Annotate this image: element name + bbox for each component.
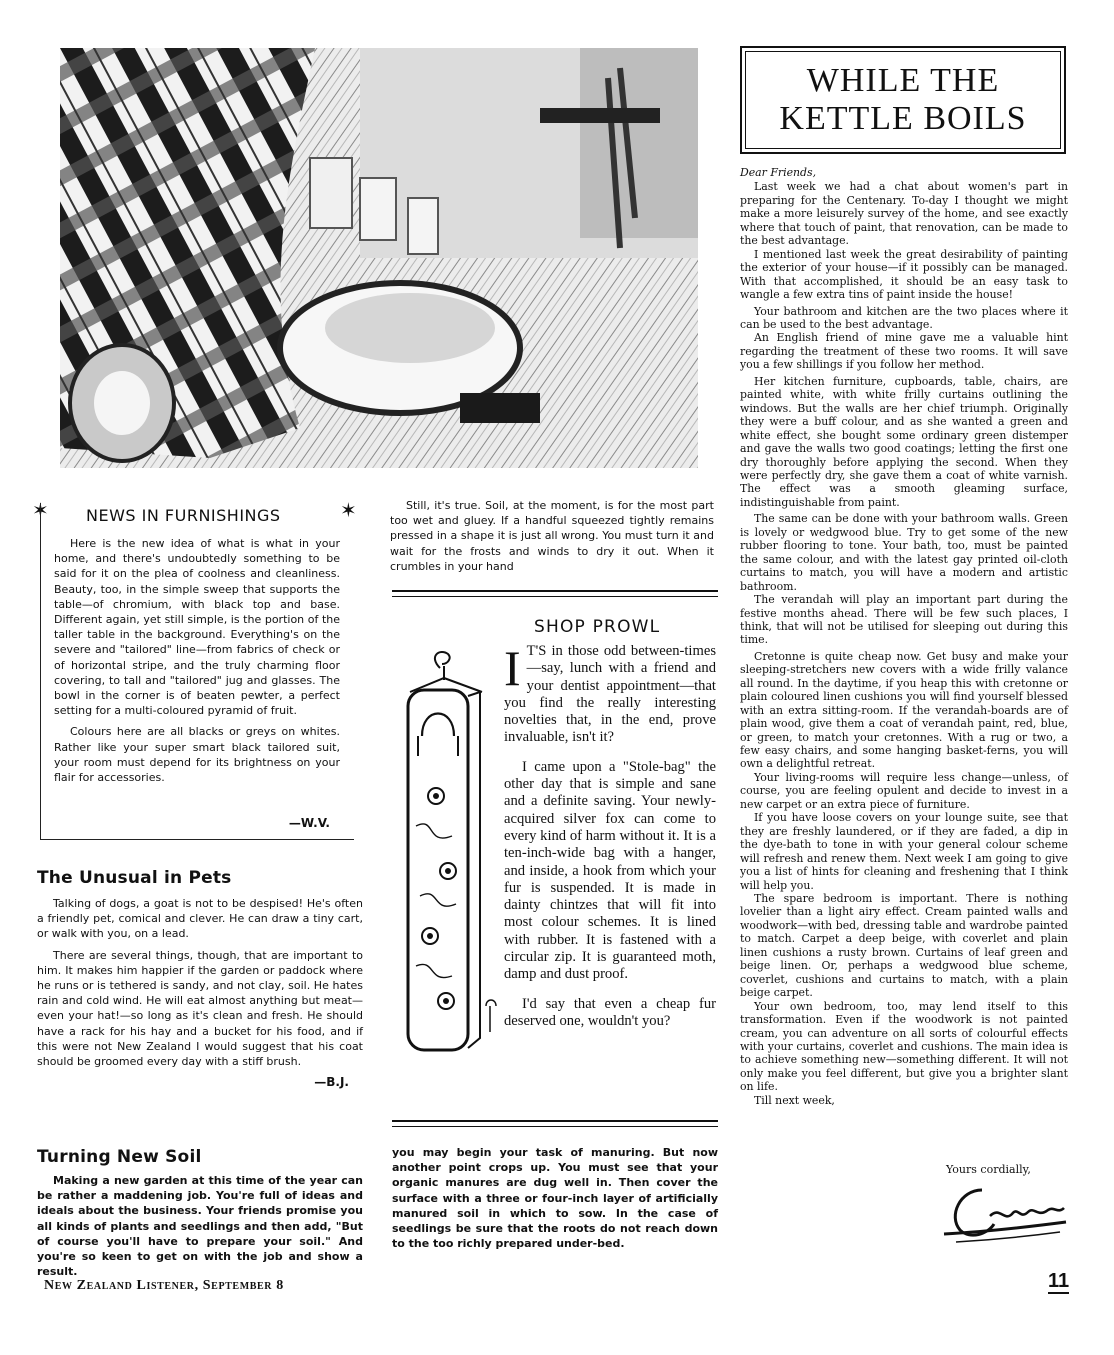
shop-first-text: T'S in those odd between-times—say, lunch with a friend and your dentist appointment—that you find the really interesting novelties that, in the end, prove invaluable, isn't it? xyxy=(504,643,716,746)
letter-paragraph: Last week we had a chat about women's part in preparing for the Centenary. To-day I thought we might make a more leisurely survey of the home, and see exactly where that touch of paint, that renovation, can be made to the best advantage. xyxy=(740,180,1068,248)
letter-paragraph: The spare bedroom is important. There is nothing lovelier than a light airy effect. Cream painted walls and woodwork—with bed, dressing table and wardrobe painted to match. Carpet a deep beige, with coverlet and plain linen cushions a rusty brown. Curtains of leaf green and beige linen. Or, perhaps a wedgwood blue scheme, coverlet, cushions and curtains to match, with a plain beige carpet. xyxy=(740,892,1068,1000)
furnishings-photo-drawing xyxy=(60,48,698,468)
soil-continued-bottom xyxy=(392,1145,718,1257)
soil-article xyxy=(37,1147,363,1285)
signature-drawing xyxy=(930,1176,1070,1256)
letter-closing: Yours cordially, xyxy=(946,1163,1031,1176)
furnishings-photo xyxy=(60,48,698,468)
shop-paragraph: I came upon a "Stole-bag" the other day that is simple and sane and a definite saving. Your newly-acquired silver fox can come to every kind of harm without it. It is a ten-inch-wide bag with a hanger, and inside, a hook from which your fur is suspended. It is made in dainty chintzes that will fit into most colour schemes. It is lined with rubber. It is fastened with a circular zip. It is guaranteed moth, damp and dust proof. xyxy=(504,758,716,983)
rule-top-thin xyxy=(392,596,718,597)
kettle-title-frame xyxy=(745,51,1061,149)
kettle-title: WHILE THE KETTLE BOILS xyxy=(779,62,1027,137)
soil-title: Turning New Soil xyxy=(37,1147,202,1167)
letter-salutation: Dear Friends, xyxy=(740,166,817,179)
soil-paragraph: Making a new garden at this time of the year can be rather a maddening job. You're full of ideas and ideals about the business. Your friends promise you all kinds of plants and seedlings and then add, "But of course you'll have to prepare your soil." And you're so keen to get on with the job and show a result. xyxy=(37,1174,363,1279)
shop-first-paragraph xyxy=(504,640,716,747)
pets-signature: —B.J. xyxy=(314,1075,349,1090)
letter-paragraph: The verandah will play an important part during the festive months ahead. There will be few such places, I think, that will not be utilised for sleeping out during this time. xyxy=(740,593,1068,647)
letter-paragraph: Your bathroom and kitchen are the two places where it can be used to the best advantage. xyxy=(740,304,1068,331)
letter-paragraph: Cretonne is quite cheap now. Get busy and make your sleeping-stretchers new covers with a wide frilly valance all round. In the daytime, if you heap this with cretonne or plain coloured linen cushions you will find yourself blessed with an extra sitting-room. If the verandah-boards are of plain wood, give them a coat of verandah paint, red, blue, or green, to match your cretonnes. With a rug or two, a few easy chairs, and some hanging basket-ferns, you will own a delightful retreat. xyxy=(740,649,1068,771)
letter-paragraph: I mentioned last week the great desirability of painting the exterior of your house—if it possibly can be managed. With that accomplished, it should be an easy task to wangle a few extra tins of paint inside the house! xyxy=(740,247,1068,302)
letter-signoff: Till next week, xyxy=(754,1093,835,1107)
pets-article xyxy=(37,868,363,1089)
pets-paragraph: Talking of dogs, a goat is not to be despised! He's often a friendly pet, comical and clever. He can draw a tiny cart, or walk with you, on a lead. xyxy=(37,897,363,941)
shop-dropcap: I xyxy=(504,640,521,696)
stole-bag-drawing xyxy=(396,646,500,1066)
rule-top xyxy=(392,590,718,592)
pets-paragraph: There are several things, though, that are important to him. It makes him happier if the garden or paddock where he runs or is tethered is sandy, and not clay, soil. He hates rain and cold wind. He will eat almost anything but meat—even your hat!—so long as it's clean and fresh. He should have a rack for his hay and a bucket for his food, and if this were not New Zealand I would suggest that his coat should be groomed every day with a stiff brush. xyxy=(37,948,363,1069)
news-paragraph: Colours here are all blacks or greys on whites. Rather like your super smart black tailored suit, your room must depend for its brightness on your flair for accessories. xyxy=(54,725,340,785)
letter-paragraph: The same can be done with your bathroom walls. Green is lovely or wedgwood blue. Try to get some of the new rubber flooring to tone. Your bath, too, must be painted the same colour, and with the latest gay printed oil-cloth curtains to match, you will have a modern and artistic bathroom. xyxy=(740,512,1068,593)
star-ornament-left: ✶ xyxy=(32,498,49,522)
pets-body xyxy=(37,896,363,1069)
star-ornament-right: ✶ xyxy=(340,498,357,522)
shop-title: SHOP PROWL xyxy=(534,617,661,637)
letter-paragraph: Her kitchen furniture, cupboards, table, chairs, are painted white, with white frilly curtains outlining the windows. But the walls are her chief triumph. Originally they were a buff colour, and as she wanted a green and white effect, she bought some ordinary green distemper and gave the walls two good coatings; letting the first one dry thoroughly before applying the second. When they were perfectly dry, she gave them a coat of white varnish. The effect was a smooth gleaming surface, indistinguishable from paint. xyxy=(740,374,1068,509)
shop-paragraph: I'd say that even a cheap fur deserved one, wouldn't you? xyxy=(504,995,716,1029)
news-paragraph: Here is the new idea of what is what in your home, and there's undoubtedly something to be said for it on the plea of coolness and cleanliness. Beauty, too, in the simple sweep that supports the table—of chromium, with black top and base. Different again, yet still simple, is the portion of the taller table in the background. Everything's on the severe and "tailored" line—from fabrics of check or of horizontal stripe, and the truly charming floor covering, to tall and "tailored" jug and glasses. The bowl in the corner is of beaten pewter, a perfect setting for a multi-coloured pyramid of fruit. xyxy=(54,537,340,718)
stole-bag-illustration xyxy=(396,646,500,1066)
rule-bottom xyxy=(392,1120,718,1122)
cynthia-signature xyxy=(930,1176,1070,1256)
shop-body xyxy=(504,640,716,1042)
letter-paragraph: If you have loose covers on your lounge suite, see that they are freshly laundered, or if they are faded, a dip in the dye-bath to tone in with your general colour scheme will refresh and renew them. Next week I am going to give you a list of hints for cleaning and freshening that I think will help you. xyxy=(740,811,1068,892)
kettle-title-box xyxy=(740,46,1066,154)
letter-paragraph: Your own bedroom, too, may lend itself to this transformation. Even if the woodwork is not painted cream, you can adventure on all sorts of colourful effects with your curtains, coverlet and cushions. The main idea is to achieve something new—something different. It will not only make you feel different, but give you a brighter slant on life. xyxy=(740,999,1068,1094)
pets-title: The Unusual in Pets xyxy=(37,868,232,888)
news-body xyxy=(54,536,340,791)
letter-paragraph: An English friend of mine gave me a valuable hint regarding the treatment of these two rooms. It will save you a few shillings if you follow her method. xyxy=(740,331,1068,372)
soil-continued-bottom-text: you may begin your task of manuring. But now another point crops up. You must see that your organic manures are dug well in. Then cover the surface with a three or four-inch layer of artificially manured soil in which to sow. In the case of seedlings be sure that the roots do not reach down to the too richly prepared under-bed. xyxy=(392,1146,718,1251)
soil-body xyxy=(37,1173,363,1279)
soil-continued-top-text: Still, it's true. Soil, at the moment, is for the most part too wet and gluey. If a handful squeezed tightly remains pressed in a shape it is just all wrong. You must turn it and wait for the frosts and winds to dry it out. When it crumbles in your hand xyxy=(390,499,714,573)
news-signature: —W.V. xyxy=(288,816,330,830)
footer-publication: New Zealand Listener, September 8 xyxy=(44,1278,284,1293)
news-title: NEWS IN FURNISHINGS xyxy=(86,506,281,525)
rule-bottom-thin xyxy=(392,1126,718,1127)
soil-continued-top xyxy=(390,498,714,580)
letter-paragraph: Your living-rooms will require less change—unless, of course, you are feeling opulent and decide to invest in a new carpet or an extra piece of furniture. xyxy=(740,770,1068,811)
page-number: 11 xyxy=(1048,1270,1070,1292)
kettle-letter xyxy=(740,166,1068,1107)
